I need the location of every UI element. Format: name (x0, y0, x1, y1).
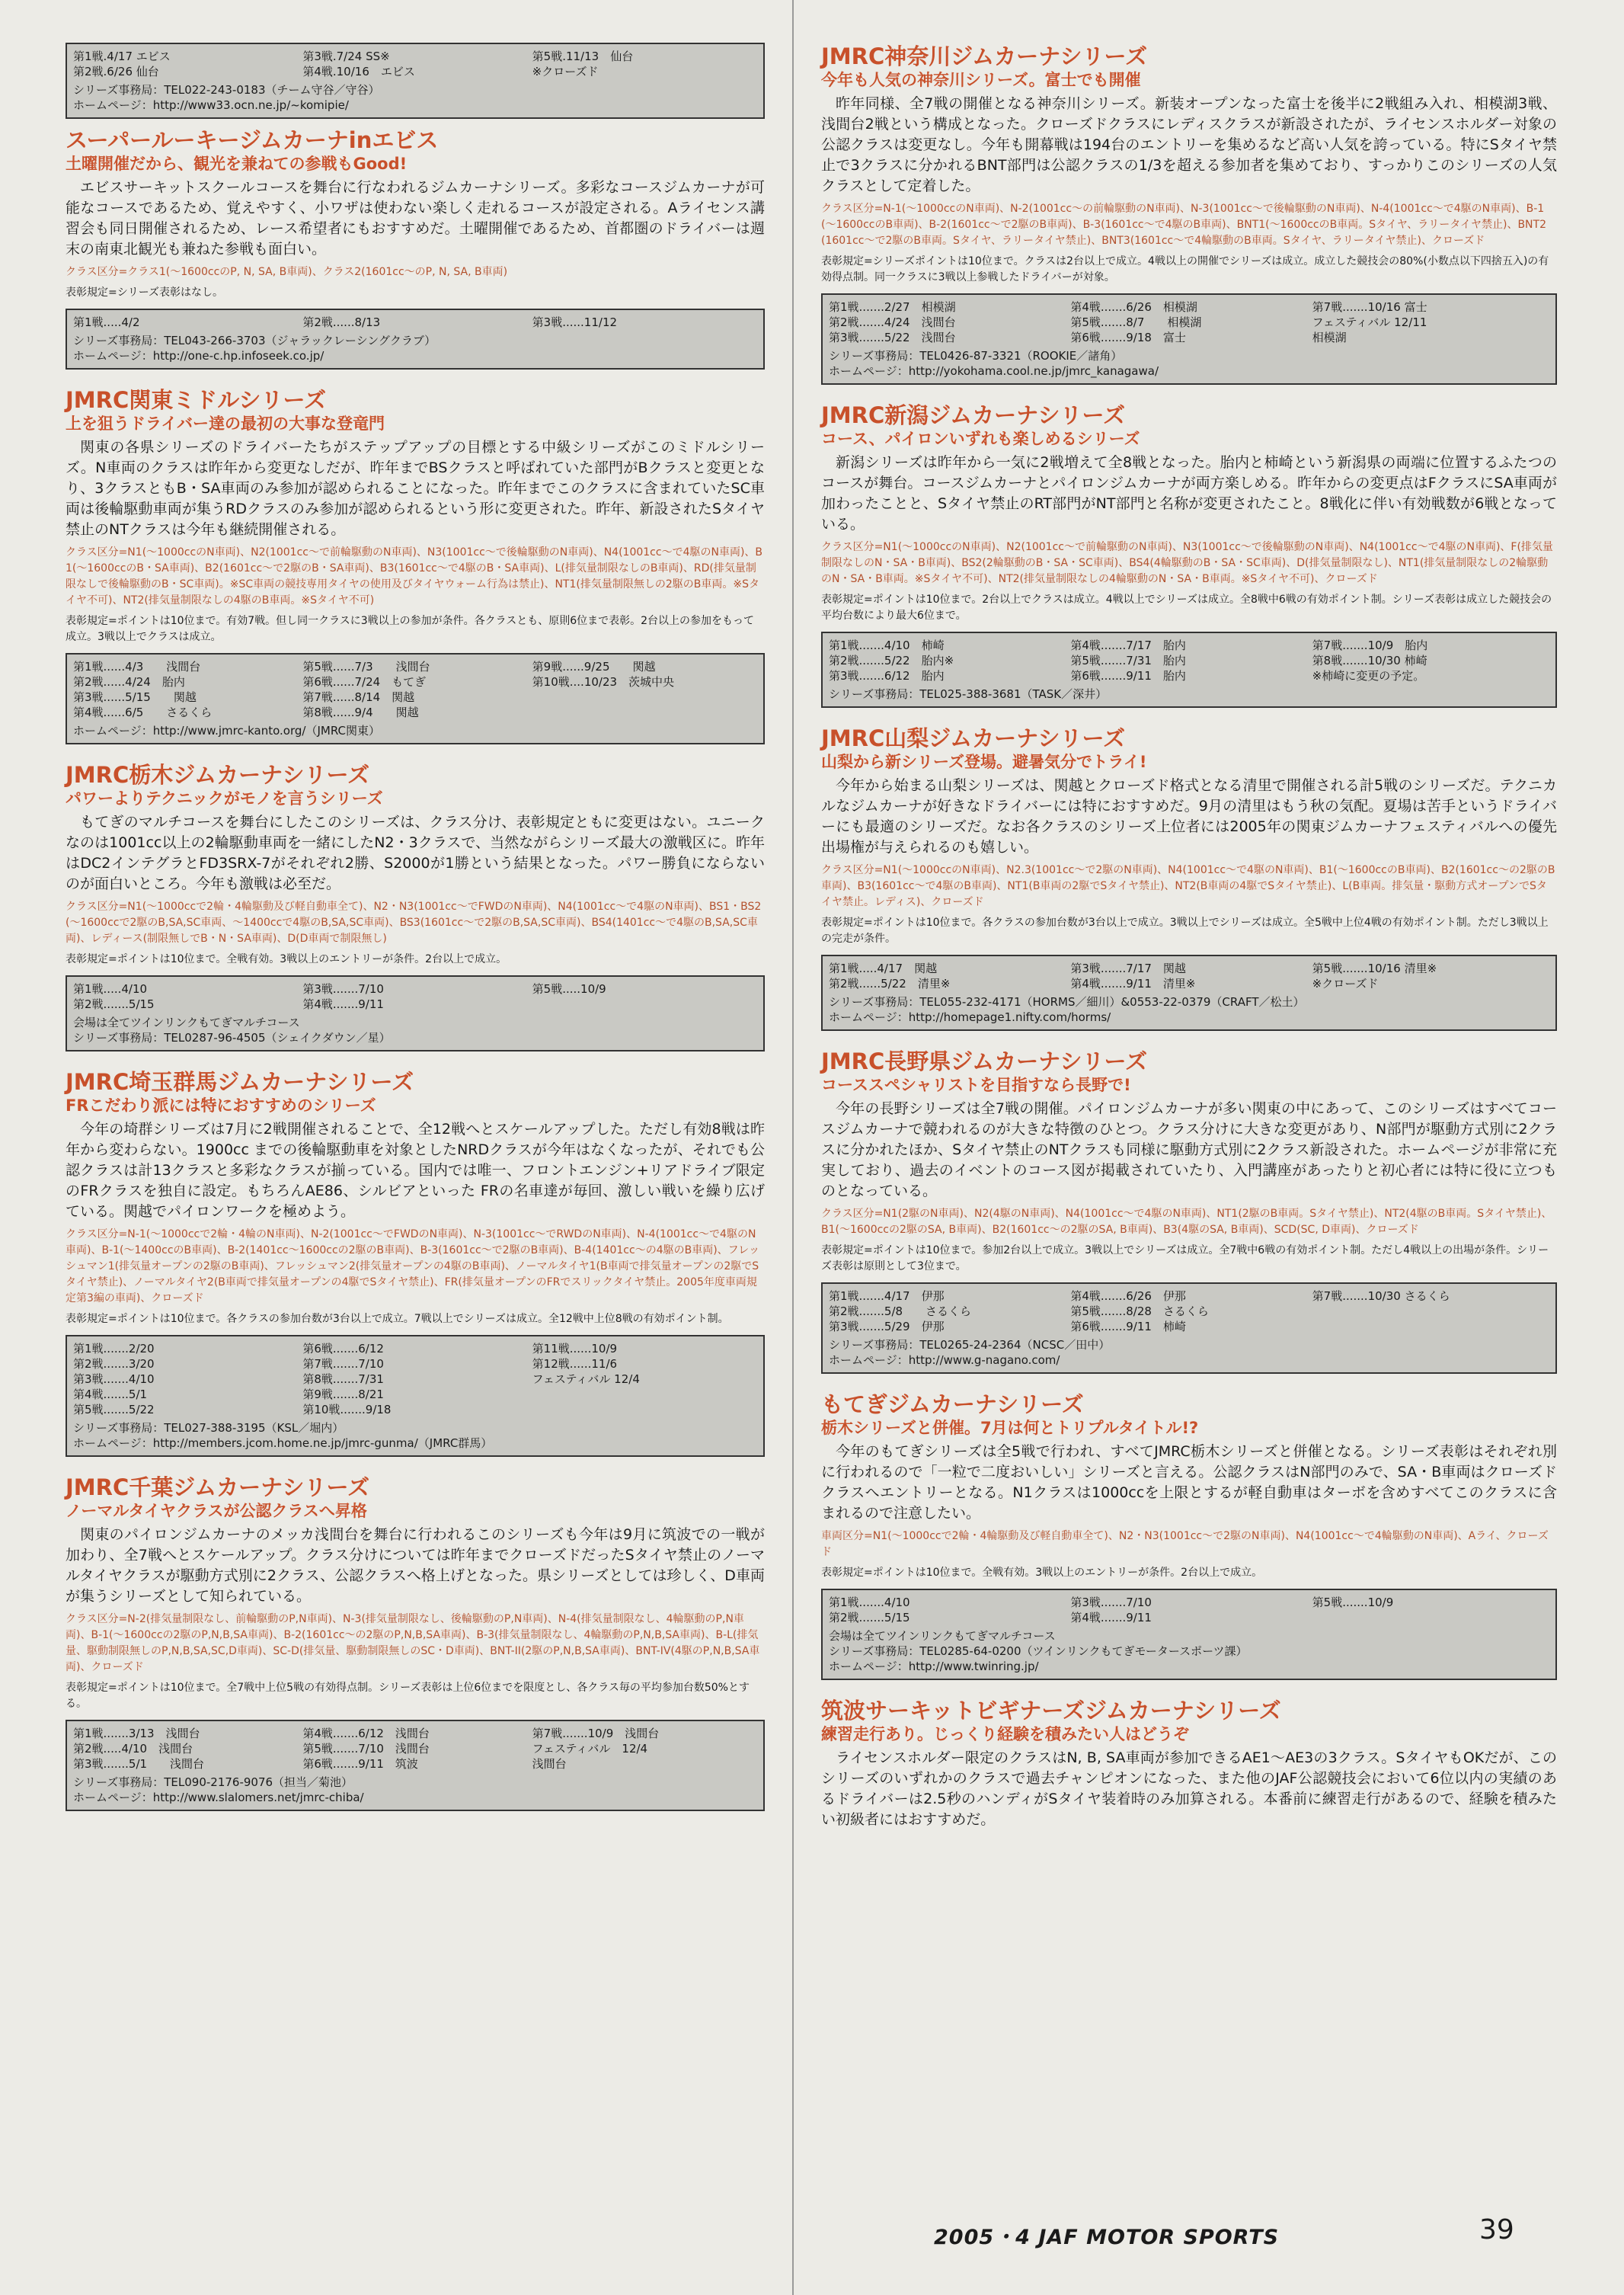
series-subtitle: 今年も人気の神奈川シリーズ。富士でも開催 (821, 71, 1141, 89)
class-info: 車両区分=N1(～1000ccで2輪・4輪駆動及び軽自動車全て)、N2・N3(1001cc～で2駆のN車両)、N4(1001cc～で4輪駆動のN車両)、Aライ、クローズド (821, 1530, 1549, 1558)
schedule-entry: 第4戦.......5/1 (73, 1388, 148, 1401)
schedule-entry: 第3戦.......5/1 浅間台 (73, 1757, 205, 1771)
schedule-grid (73, 1726, 757, 1772)
series-title: もてぎジムカーナシリーズ (821, 1391, 1084, 1417)
homepage-link[interactable]: ホームページ：http://www33.ocn.ne.jp/~komipie/ (73, 98, 349, 112)
schedule-entry: 第5戦......7/3 浅間台 (302, 660, 430, 674)
secretariat-contact: シリーズ事務局：TEL0265-24-2364（NCSC／田中） (829, 1338, 1111, 1352)
venue-note: 会場は全てツインリンクもてぎマルチコース (829, 1629, 1056, 1643)
schedule-entry: 第7戦......8/14 関越 (302, 690, 415, 704)
schedule-entry (1312, 1304, 1549, 1319)
schedule-entry: 第3戦......5/15 関越 (73, 690, 197, 704)
schedule-entry: 第5戦.......7/10 浅間台 (302, 1742, 430, 1756)
schedule-box (66, 1335, 765, 1457)
schedule-entry: 第1戦.......2/27 相模湖 (829, 300, 956, 314)
schedule-box (821, 293, 1557, 385)
series-body: 今年の埼群シリーズは7月に2戦開催されることで、全12戦へとスケールアップした。ただし有効8戦は昨年から変わらない。1900cc までの後輪駆動車を対象としたNRDクラスが今年はなくなったが、それでも公認クラスは計13クラスと多彩なクラスが揃っている。国内では唯一、フロントエンジン+リアドライブ限定のFRクラスを独自に設定。もちろんAE86、シルビアといった FRの名車達が毎回、激しい戦いを繰り広げている。関越でパイロンワークを極めよう。 (66, 1121, 765, 1220)
scoring-rules: 表彰規定=ポイントは10位まで。参加2台以上で成立。3戦以上でシリーズは成立。全7戦中6戦の有効ポイント制。ただし4戦以上の出場が条件。シリーズ表彰は原則として3位まで。 (821, 1244, 1549, 1272)
homepage-link[interactable]: ホームページ：http://www.g-nagano.com/ (829, 1353, 1060, 1367)
series-title: JMRC新潟ジムカーナシリーズ (821, 402, 1126, 428)
series-title: スーパールーキージムカーナinエビス (66, 127, 439, 153)
series-subtitle: 土曜開催だから、観光を兼ねての参戦もGood! (66, 155, 408, 173)
schedule-entry: 第4戦......6/5 さるくら (73, 706, 213, 719)
scoring-rules: 表彰規定=ポイントは10位まで。2台以上でクラスは成立。4戦以上でシリーズは成立。全8戦中6戦の有効ポイント制。シリーズ表彰は成立した競技会の平均台数により最大6位まで。 (821, 594, 1552, 622)
series-subtitle: ノーマルタイヤクラスが公認クラスへ昇格 (66, 1502, 367, 1520)
schedule-entry (532, 705, 757, 720)
schedule-box (66, 43, 765, 119)
series-subtitle: コース、パイロンいずれも楽しめるシリーズ (821, 430, 1140, 448)
schedule-grid (829, 961, 1549, 991)
scoring-rules: 表彰規定=ポイントは10位まで。各クラスの参加台数が3台以上で成立。3戦以上でシリーズは成立。全5戦中上位4戦の有効ポイント制。ただし3戦以上の完走が条件。 (821, 917, 1549, 945)
schedule-entry: 第1戦.......2/20 (73, 1342, 155, 1356)
schedule-entry: 第5戦.......10/16 清里※ (1312, 962, 1437, 975)
schedule-box (66, 653, 765, 744)
schedule-entry: 第3戦......11/12 (532, 315, 618, 329)
schedule-entry: 第5戦.......10/9 (1312, 1596, 1394, 1609)
schedule-entry: 第1戦......4/3 浅間台 (73, 660, 201, 674)
schedule-entry: 第4戦.......6/26 相模湖 (1070, 300, 1197, 314)
series-title: JMRC関東ミドルシリーズ (66, 387, 327, 413)
schedule-entry: ※クローズド (532, 65, 599, 78)
series-section (821, 1697, 1557, 1830)
schedule-entry: 第9戦.......8/21 (302, 1388, 384, 1401)
schedule-entry: 第5戦.......8/7 相模湖 (1070, 315, 1202, 329)
homepage-link[interactable]: ホームページ：http://members.jcom.home.ne.jp/jmrc-gunma/（JMRC群馬） (73, 1436, 493, 1450)
series-body: 昨年同様、全7戦の開催となる神奈川シリーズ。新装オープンなった富士を後半に2戦組み入れ、相模湖3戦、浅間台2戦という構成となった。クローズドクラスにレディスクラスが新設されたが、ライセンスホルダー対象の公認クラスは変更なし。今年も開幕戦は194台のエントリーを集めるなど高い人気を誇っている。特にSタイヤ禁止で3クラスに分かれるBNT部門は公認クラスの1/3を超える参加者を集めており、すっかりこのシリーズの人気クラスとして定着した。 (821, 95, 1557, 194)
class-info: クラス区分=N-2(排気量制限なし、前輪駆動のP,N車両)、N-3(排気量制限なし、後輪駆動のP,N車両)、N-4(排気量制限なし、4輪駆動のP,N車両)、B-1(～1600ccの2駆のP,N,B,SA車両)、B-2(1601cc～の2駆のP,N,B,SA車両)、B-3(排気量制限なし、4輪駆動のP,N,B,SA車両)、B-L(排気量、駆動制限無しのP,N,B,SA,SC,D車両)、SC-D(排気量、駆動制限無しのSC・D車両)、BNT-II(2駆のP,N,B,SA車両)、BNT-IV(4駆のP,N,B,SA車両)、クローズド (66, 1613, 760, 1673)
schedule-grid (829, 1288, 1549, 1334)
scoring-rules: 表彰規定=ポイントは10位まで。全戦有効。3戦以上のエントリーが条件。2台以上で成立。 (821, 1567, 1263, 1579)
secretariat-contact: シリーズ事務局：TEL090-2176-9076（担当／菊池） (73, 1775, 353, 1789)
schedule-entry: フェスティバル 12/11 (1312, 315, 1427, 329)
schedule-entry: 第4戦.......6/12 浅間台 (302, 1727, 430, 1740)
schedule-entry: 第3戦.......4/10 (73, 1372, 155, 1386)
schedule-entry: 第2戦.....4/10 浅間台 (73, 1742, 193, 1756)
schedule-entry: 相模湖 (1312, 331, 1347, 344)
schedule-entry: 第3戦.......7/17 関越 (1070, 962, 1186, 975)
schedule-entry: 第2戦......4/24 胎内 (73, 675, 185, 689)
schedule-entry: 第3戦.......6/12 胎内 (829, 669, 945, 683)
schedule-grid (73, 1341, 757, 1417)
scoring-rules: 表彰規定=ポイントは10位まで。有効7戦。但し同一クラスに3戦以上の参加が条件。各クラスとも、原則6位まで表彰。2台以上の参加をもって成立。3戦以上でクラスは成立。 (66, 615, 755, 643)
series-section (821, 1391, 1557, 1680)
secretariat-contact: シリーズ事務局：TEL043-266-3703（ジャラックレーシングクラブ） (73, 334, 436, 347)
series-title: JMRC山梨ジムカーナシリーズ (821, 725, 1126, 751)
series-section (821, 1048, 1557, 1374)
venue-note: 会場は全てツインリンクもてぎマルチコース (73, 1016, 300, 1029)
class-info: クラス区分=N-1(～1000ccで2輪・4輪のN車両)、N-2(1001cc～でFWDのN車両)、N-3(1001cc～でRWDのN車両)、N-4(1001cc～で4駆のN車両)、B-1(～1400ccのB車両)、B-2(1401cc～1600ccの2駆のB車両)、B-3(1601cc～で2駆のB車両)、B-4(1401cc～の4駆のB車両)、フレッシュマン1(排気量オープンの2駆のB車両)、フレッシュマン2(排気量オープンの4駆のB車両)、ノーマルタイヤ1(B車両で排気量オープンの2駆でSタイヤ禁止)、ノーマルタイヤ2(B車両で排気量オープンの4駆でSタイヤ禁止)、FR(排気量オープンのFRでスリックタイヤ禁止。2005年度車両規定第3編の車両)、クローズド (66, 1228, 759, 1304)
class-info: クラス区分=N1(～1000ccのN車両)、N2(1001cc～で前輪駆動のN車両)、N3(1001cc～で後輪駆動のN車両)、N4(1001cc～で4駆のN車両)、F(排気量制限なしのN・SA・B車両)、BS2(2輪駆動のB・SA・SC車両)、BS4(4輪駆動のB・SA・SC車両)、D(排気量制限なし)、NT1(排気量制限なしの2輪駆動のN・SA・B車両。※Sタイヤ不可)、NT2(排気量制限なしの4輪駆動のN・SA・B車両。※Sタイヤ不可)、クローズド (821, 541, 1553, 585)
schedule-entry: 第8戦.......7/31 (302, 1372, 384, 1386)
column-divider (792, 0, 794, 2295)
schedule-entry: 浅間台 (532, 1757, 567, 1771)
homepage-link[interactable]: ホームページ：http://one-c.hp.infoseek.co.jp/ (73, 349, 324, 363)
schedule-entry: 第3戦.......5/22 浅間台 (829, 331, 956, 344)
series-subtitle: 山梨から新シリーズ登場。避暑気分でトライ! (821, 753, 1147, 771)
schedule-entry: 第5戦.......7/31 胎内 (1070, 654, 1186, 667)
page-number: 39 (1479, 2214, 1514, 2245)
schedule-box (821, 1282, 1557, 1374)
scoring-rules: 表彰規定=ポイントは10位まで。全戦有効。3戦以上のエントリーが条件。2台以上で成立。 (66, 953, 507, 965)
schedule-entry: 第6戦.......9/11 胎内 (1070, 669, 1186, 683)
schedule-entry: 第4戦.......7/17 胎内 (1070, 639, 1186, 652)
schedule-entry: 第8戦.......10/30 柿崎 (1312, 654, 1427, 667)
right-column (821, 43, 1557, 1847)
schedule-entry: 第11戦......10/9 (532, 1342, 618, 1356)
homepage-link[interactable]: ホームページ：http://www.twinring.jp/ (829, 1660, 1039, 1673)
series-subtitle: FRこだわり派には特におすすめのシリーズ (66, 1096, 376, 1115)
schedule-entry: 第5戦.......5/22 (73, 1403, 155, 1416)
schedule-entry: 第2戦.......5/15 (73, 997, 155, 1011)
schedule-entry: 第6戦.......9/11 筑波 (302, 1757, 418, 1771)
schedule-box (821, 1589, 1557, 1680)
schedule-entry: 第7戦.......10/16 富士 (1312, 300, 1427, 314)
scoring-rules: 表彰規定=ポイントは10位まで。各クラスの参加台数が3台以上で成立。7戦以上でシリーズは成立。全12戦中上位8戦の有効ポイント制。 (66, 1313, 729, 1325)
series-body: もてぎのマルチコースを舞台にしたこのシリーズは、クラス分け、表彰規定ともに変更はない。ユニークなのは1001cc以上の2輪駆動車両を一緒にしたN2・3クラスで、当然ながらシリーズ最大の激戦区に。昨年はDC2インテグラとFD3SRX-7がそれぞれ2勝、S2000が1勝という結果となった。パワー勝負にならないのが面白いところ。今年も激戦は必至だ。 (66, 814, 765, 892)
class-info: クラス区分=N1(～1000ccのN車両)、N2.3(1001cc～で2駆のN車両)、N4(1001cc～で4駆のN車両)、B1(～1600ccのB車両)、B2(1601cc～の2駆のB車両)、B3(1601cc～で4駆のB車両)、NT1(B車両の2駆でSタイヤ禁止)、NT2(B車両の4駆でSタイヤ禁止)、L(B車両。排気量・駆動方式オープンでSタイヤ禁止。レディス)、クローズド (821, 864, 1555, 908)
series-subtitle: 上を狙うドライバー達の最初の大事な登竜門 (66, 415, 385, 433)
schedule-entry (532, 690, 757, 705)
schedule-entry: 第5戦.......8/28 さるくら (1070, 1304, 1209, 1318)
schedule-entry (1312, 1610, 1549, 1625)
schedule-grid (73, 659, 757, 720)
magazine-footer: 2005・4 JAF MOTOR SPORTS (934, 2226, 1280, 2249)
schedule-entry: 第2戦.......5/15 (829, 1611, 910, 1624)
schedule-entry (532, 1387, 757, 1402)
schedule-entry: 第2戦.......5/22 胎内※ (829, 654, 954, 667)
series-body: 関東のパイロンジムカーナのメッカ浅間台を舞台に行われるこのシリーズも今年は9月に筑波での一戦が加わり、全7戦へとスケールアップ。クラス分けについては昨年までクローズドだったSタイヤ禁止のノーマルタイヤクラスが駆動方式別に2クラス、公認クラスへ格上げとなった。県シリーズとしては珍しく、D車両が集うシリーズとして知られている。 (66, 1526, 765, 1605)
series-subtitle: 練習走行あり。じっくり経験を積みたい人はどうぞ (821, 1725, 1189, 1743)
schedule-entry: 第5戦.....10/9 (532, 982, 606, 996)
schedule-entry: フェスティバル 12/4 (532, 1372, 640, 1386)
schedule-grid (73, 981, 757, 1012)
series-subtitle: コーススペシャリストを目指すなら長野で! (821, 1076, 1131, 1094)
schedule-entry: 第1戦.....4/17 関越 (829, 962, 938, 975)
schedule-entry: 第7戦.......10/9 胎内 (1312, 639, 1428, 652)
schedule-grid (829, 299, 1549, 345)
schedule-entry: 第4戦.......9/11 (1070, 1611, 1152, 1624)
series-section (66, 761, 765, 1051)
schedule-entry: 第2戦......5/22 清里※ (829, 977, 951, 991)
homepage-link[interactable]: ホームページ：http://www.slalomers.net/jmrc-chiba/ (73, 1791, 364, 1804)
schedule-entry: 第4戦.......9/11 清里※ (1070, 977, 1196, 991)
class-info: クラス区分=N1(2駆のN車両)、N2(4駆のN車両)、N4(1001cc～で4駆のN車両)、NT1(2駆のB車両。Sタイヤ禁止)、NT2(4駆のB車両。Sタイヤ禁止)、B1(～1600ccの2駆のSA, B車両)、B2(1601cc～の2駆のSA, B車両)、B3(4駆のSA, B車両)、SCD(SC, D車両)、クローズド (821, 1208, 1552, 1236)
homepage-link[interactable]: ホームページ：http://www.jmrc-kanto.org/（JMRC関東） (73, 724, 380, 738)
schedule-entry: 第1戦.....4/2 (73, 315, 140, 329)
schedule-entry: 第3戦.......7/10 (1070, 1596, 1152, 1609)
series-section (66, 1474, 765, 1811)
schedule-entry: 第2戦.......4/24 浅間台 (829, 315, 956, 329)
schedule-entry: 第10戦....10/23 茨城中央 (532, 675, 675, 689)
schedule-entry: 第1戦.......3/13 浅間台 (73, 1727, 200, 1740)
schedule-entry: 第1戦.....4/10 (73, 982, 148, 996)
schedule-entry: 第10戦.......9/18 (302, 1403, 392, 1416)
schedule-entry: 第1戦.......4/10 柿崎 (829, 639, 945, 652)
secretariat-contact: シリーズ事務局：TEL0287-96-4505（シェイクダウン／星） (73, 1031, 391, 1045)
left-column (66, 43, 765, 1828)
schedule-entry: 第12戦......11/6 (532, 1357, 618, 1371)
series-subtitle: パワーよりテクニックがモノを言うシリーズ (66, 789, 383, 808)
series-title: JMRC栃木ジムカーナシリーズ (66, 762, 370, 788)
schedule-entry: 第7戦.......10/9 浅間台 (532, 1727, 660, 1740)
schedule-entry: 第3戦.......5/29 伊那 (829, 1320, 945, 1333)
schedule-box (66, 309, 765, 370)
series-body: 今年から始まる山梨シリーズは、関越とクローズド格式となる清里で開催される計5戦のシリーズだ。テクニカルなジムカーナが好きなドライバーには特におすすめだ。9月の清里はもう秋の気配。夏場は苦手というドライバーにも最適のシリーズだ。なお各クラスのシリーズ上位者には2005年の関東ジムカーナフェスティバルへの優先出場権が与えられるのも嬉しい。 (821, 777, 1557, 856)
series-title: JMRC埼玉群馬ジムカーナシリーズ (66, 1069, 414, 1095)
series-title: JMRC長野県ジムカーナシリーズ (821, 1048, 1148, 1074)
schedule-box (821, 955, 1557, 1031)
schedule-box (821, 632, 1557, 708)
secretariat-contact: シリーズ事務局：TEL0426-87-3321（ROOKIE／諸角） (829, 349, 1123, 363)
schedule-grid (829, 1595, 1549, 1625)
series-section (66, 1068, 765, 1457)
schedule-entry: 第1戦.4/17 エビス (73, 50, 171, 63)
scoring-rules: 表彰規定=ポイントは10位まで。全7戦中上位5戦の有効得点制。シリーズ表彰は上位6位までを限度とし、各クラス毎の平均参加台数50%とする。 (66, 1682, 750, 1710)
schedule-grid (73, 49, 757, 79)
secretariat-contact: シリーズ事務局：TEL055-232-4171（HORMS／細川）&0553-22-0379（CRAFT／松土） (829, 995, 1305, 1009)
series-body: 今年の長野シリーズは全7戦の開催。パイロンジムカーナが多い関東の中にあって、このシリーズはすべてコースジムカーナで競われるのが大きな特徴のひとつ。クラス分けに大きな変更があり、N部門が駆動方式別に2クラスに分かれたほか、Sタイヤ禁止のNTクラスも同様に駆動方式別に2クラス新設された。ホームページが非常に充実しており、過去のイベントのコース図が掲載されていたり、入門講座があったりと初心者には特に役に立つものとなっている。 (821, 1100, 1557, 1199)
schedule-entry: 第3戦.......7/10 (302, 982, 384, 996)
schedule-entry: フェスティバル 12/4 (532, 1742, 648, 1756)
series-body: エビスサーキットスクールコースを舞台に行なわれるジムカーナシリーズ。多彩なコースジムカーナが可能なコースであるため、覚えやすく、小ワザは使わない楽しく走れるコースが設定される。Aライセンス講習会も同日開催されるため、レース希望者にもおすすめだ。土曜開催であるため、首都圏のドライバーは週末の南東北観光も兼ねた参戦も面白い。 (66, 179, 765, 258)
schedule-entry: 第7戦.......7/10 (302, 1357, 384, 1371)
schedule-entry: 第3戦.7/24 SS※ (302, 50, 390, 63)
schedule-entry: 第4戦.10/16 エビス (302, 65, 415, 78)
schedule-entry: 第5戦.11/13 仙台 (532, 50, 634, 63)
schedule-entry (532, 1402, 757, 1417)
homepage-link[interactable]: ホームページ：http://homepage1.nifty.com/horms/ (829, 1010, 1111, 1024)
series-section (821, 725, 1557, 1031)
series-section (821, 43, 1557, 385)
series-section (66, 386, 765, 744)
secretariat-contact: シリーズ事務局：TEL025-388-3681（TASK／深井） (829, 687, 1108, 701)
schedule-entry: 第2戦.......3/20 (73, 1357, 155, 1371)
schedule-entry: 第4戦.......9/11 (302, 997, 384, 1011)
class-info: クラス区分=N-1(～1000ccのN車両)、N-2(1001cc～の前輪駆動のN車両)、N-3(1001cc～で後輪駆動のN車両)、N-4(1001cc～で4駆のN車両)、B-1(～1600ccのB車両)、B-2(1601cc～で2駆のB車両)、B-3(1601cc～で4駆のB車両)、BNT1(～1600ccのB車両。Sタイヤ、ラリータイヤ禁止)、BNT2(1601cc～で2駆のB車両。Sタイヤ、ラリータイヤ禁止)、BNT3(1601cc～で4輪駆動のB車両。Sタイヤ、ラリータイヤ禁止)、クローズド (821, 203, 1546, 247)
class-info: クラス区分=N1(～1000ccのN車両)、N2(1001cc～で前輪駆動のN車両)、N3(1001cc～で後輪駆動のN車両)、N4(1001cc～で4駆のN車両)、B1(～1600ccのB・SA車両)、B2(1601cc～で2駆のB・SA車両)、B3(1601cc～で4駆のB・SA車両)、L(排気量制限なしのB車両)、RD(排気量制限なしで後輪駆動のB・SC車両)。※SC車両の競技専用タイヤの使用及びタイヤウォーム行為は禁止)、NT1(排気量制限無しの2駆のB車両。※Sタイヤ不可)、NT2(排気量制限なしの4駆のB車両。※Sタイヤ不可) (66, 546, 763, 607)
schedule-box (66, 1720, 765, 1811)
series-title: JMRC千葉ジムカーナシリーズ (66, 1474, 370, 1500)
schedule-entry (532, 997, 757, 1012)
schedule-entry: 第2戦.......5/8 さるくら (829, 1304, 972, 1318)
schedule-entry: 第6戦......7/24 もてぎ (302, 675, 427, 689)
series-body: 関東の各県シリーズのドライバーたちがステップアップの目標とする中級シリーズがこのミドルシリーズ。N車両のクラスは昨年から変更なしだが、昨年までBSクラスと呼ばれていた部門がBクラスと変更となり、3クラスともB・SA車両のみ参加が認められることになった。昨年までこのクラスに含まれていたSC車両は後輪駆動車両が集うRDクラスのみ参加が認められるという形に変更された。昨年、新設されたSタイヤ禁止のNTクラスは今年も継続開催される。 (66, 439, 765, 538)
series-section (821, 402, 1557, 708)
schedule-entry: 第9戦......9/25 関越 (532, 660, 656, 674)
schedule-entry: 第4戦.......6/26 伊那 (1070, 1289, 1186, 1303)
schedule-entry: 第1戦.......4/17 伊那 (829, 1289, 945, 1303)
scoring-rules: 表彰規定=シリーズ表彰はなし。 (66, 286, 224, 299)
series-title: 筑波サーキットビギナーズジムカーナシリーズ (821, 1698, 1281, 1724)
schedule-entry: ※柿崎に変更の予定。 (1312, 669, 1425, 683)
schedule-entry: 第2戦.6/26 仙台 (73, 65, 159, 78)
homepage-link[interactable]: ホームページ：http://yokohama.cool.ne.jp/jmrc_kanagawa/ (829, 364, 1159, 378)
schedule-entry (1312, 1319, 1549, 1334)
schedule-grid (829, 638, 1549, 683)
schedule-grid (73, 315, 757, 330)
secretariat-contact: シリーズ事務局：TEL0285-64-0200（ツインリンクもてぎモータースポーツ課） (829, 1644, 1248, 1658)
secretariat-contact: シリーズ事務局：TEL022-243-0183（チーム守谷／守谷） (73, 83, 380, 97)
series-title: JMRC神奈川ジムカーナシリーズ (821, 43, 1148, 69)
schedule-entry: ※クローズド (1312, 977, 1379, 991)
schedule-entry: 第6戦.......6/12 (302, 1342, 384, 1356)
scoring-rules: 表彰規定=シリーズポイントは10位まで。クラスは2台以上で成立。4戦以上の開催でシリーズは成立。成立した競技会の80%(小数点以下四捨五入)の有効得点制。同一クラスに3戦以上参戦したドライバーが対象。 (821, 255, 1549, 283)
series-body: ライセンスホルダー限定のクラスはN, B, SA車両が参加できるAE1～AE3の3クラス。SタイヤもOKだが、このシリーズのいずれかのクラスで過去チャンピオンになった、また他のJAF公認競技会において6位以内の実績のあるドライバーは2.5秒のハンディがSタイヤ装着時のみ加算される。本番前に練習走行があるので、経験を積みたい初級者にはおすすめだ。 (821, 1749, 1557, 1828)
schedule-entry: 第6戦.......9/18 富士 (1070, 331, 1186, 344)
series-body: 新潟シリーズは昨年から一気に2戦増えて全8戦となった。胎内と柿崎という新潟県の両端に位置するふたつのコースが舞台。コースジムカーナとパイロンジムカーナが両方楽しめる。昨年からの変更点はFクラスにSA車両が加わったことと、Sタイヤ禁止のRT部門がNT部門と名称が変更されたこと。8戦化に伴い有効戦数が6戦となっている。 (821, 454, 1557, 533)
schedule-box (66, 975, 765, 1051)
series-subtitle: 栃木シリーズと併催。7月は何とトリプルタイトル!? (821, 1419, 1199, 1437)
schedule-entry: 第8戦......9/4 関越 (302, 706, 419, 719)
class-info: クラス区分=N1(～1000ccで2輪・4輪駆動及び軽自動車全て)、N2・N3(1001cc～でFWDのN車両)、N4(1001cc～で4駆のN車両)、BS1・BS2(～1600ccで2駆のB,SA,SC車両、～1400ccで4駆のB,SA,SC車両)、BS3(1601cc～で2駆のB,SA,SC車両)、BS4(1401cc～で4駆のB,SA,SC車両)、レディース(制限無しでB・N・SA車両)、D(D車両で制限無し) (66, 901, 762, 945)
schedule-entry: 第7戦.......10/30 さるくら (1312, 1289, 1450, 1303)
schedule-entry: 第6戦.......9/11 柿崎 (1070, 1320, 1186, 1333)
series-body: 今年のもてぎシリーズは全5戦で行われ、すべてJMRC栃木シリーズと併催となる。シリーズ表彰はそれぞれ別に行われるので「一粒で二度おいしい」シリーズと言える。公認クラスはN部門のみで、SA・B車両はクローズドクラスへエントリーとなる。N1クラスは1000ccを上限とするが軽自動車はターボを含めすべてこのクラスに含まれるので注意したい。 (821, 1443, 1557, 1522)
schedule-entry: 第2戦......8/13 (302, 315, 381, 329)
series-section (66, 126, 765, 370)
schedule-entry: 第1戦.......4/10 (829, 1596, 910, 1609)
class-info: クラス区分=クラス1(～1600ccのP, N, SA, B車両)、クラス2(1601cc～のP, N, SA, B車両) (66, 266, 508, 278)
secretariat-contact: シリーズ事務局：TEL027-388-3195（KSL／堀内） (73, 1421, 344, 1435)
